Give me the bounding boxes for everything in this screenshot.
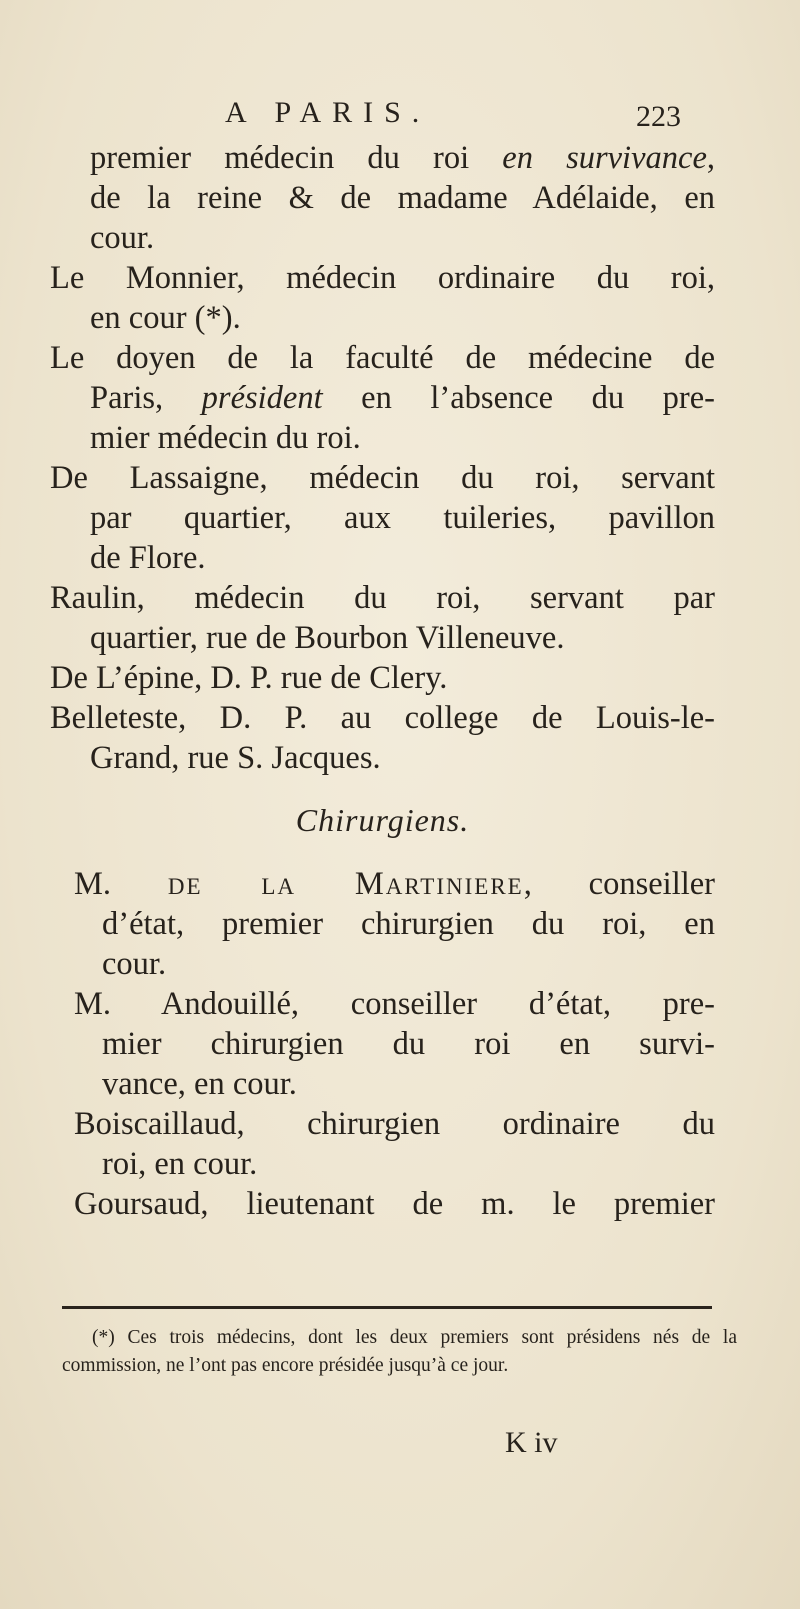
- page-header: [0, 96, 800, 136]
- entry-andouille: [50, 984, 715, 1104]
- entry-belleteste: [50, 698, 715, 778]
- text-line: mier chirurgien du roi en survi-: [102, 1026, 715, 1062]
- text-line: De Lassaigne, médecin du roi, servant: [50, 460, 715, 496]
- body-text: [50, 138, 715, 1224]
- entry-le-monnier: [50, 258, 715, 338]
- entry-doyen: [50, 338, 715, 458]
- signature-mark: K iv: [505, 1426, 558, 1459]
- text-line: premier médecin du roi en survivance,: [90, 140, 715, 176]
- entry-boiscaillaud: [50, 1104, 715, 1184]
- text-line: M. de la Martiniere, conseiller: [74, 866, 716, 902]
- text-line: de la reine & de madame Adélaide, en: [90, 180, 715, 216]
- text-line: Le doyen de la faculté de médecine de: [50, 340, 715, 376]
- entry-de-lassaigne: [50, 458, 715, 578]
- entry-de-lepine: [50, 658, 715, 698]
- text-line: vance, en cour.: [102, 1066, 297, 1102]
- running-title: A PARIS.: [225, 96, 431, 129]
- entry-raulin: [50, 578, 715, 658]
- entry-premier-medecin: [50, 138, 715, 258]
- footnote-rule: [62, 1306, 712, 1309]
- text-line: Goursaud, lieutenant de m. le premier: [74, 1186, 715, 1222]
- text-line: par quartier, aux tuileries, pavillon: [90, 500, 715, 536]
- text-line: Grand, rue S. Jacques.: [90, 740, 381, 776]
- text-line: d’état, premier chirurgien du roi, en: [102, 906, 715, 942]
- text-line: en cour (*).: [90, 300, 241, 336]
- entry-de-la-martiniere: [50, 864, 715, 984]
- entry-goursaud: [50, 1184, 715, 1224]
- text-line: De L’épine, D. P. rue de Clery.: [50, 660, 448, 696]
- text-line: Belleteste, D. P. au college de Louis-le-: [50, 700, 715, 736]
- text-line: quartier, rue de Bourbon Villeneuve.: [90, 620, 565, 656]
- text-line: de Flore.: [90, 540, 206, 576]
- text-line: cour.: [102, 946, 167, 982]
- text-line: cour.: [90, 220, 155, 256]
- text-line: M. Andouillé, conseiller d’état, pre-: [74, 986, 715, 1022]
- text-line: Paris, président en l’absence du pre-: [90, 380, 715, 416]
- text-line: Le Monnier, médecin ordinaire du roi,: [50, 260, 715, 296]
- footnote: (*) Ces trois médecins, dont les deux premiers sont présidens nés de la commission, ne l’ont pas encore présidée jusqu’à ce jour.: [62, 1327, 737, 1376]
- section-heading-chirurgiens: Chirurgiens.: [295, 802, 470, 838]
- text-line: Boiscaillaud, chirurgien ordinaire du: [74, 1106, 715, 1142]
- text-line: Raulin, médecin du roi, servant par: [50, 580, 715, 616]
- page-number: 223: [636, 100, 681, 133]
- text-line: roi, en cour.: [102, 1146, 258, 1182]
- text-line: mier médecin du roi.: [90, 420, 361, 456]
